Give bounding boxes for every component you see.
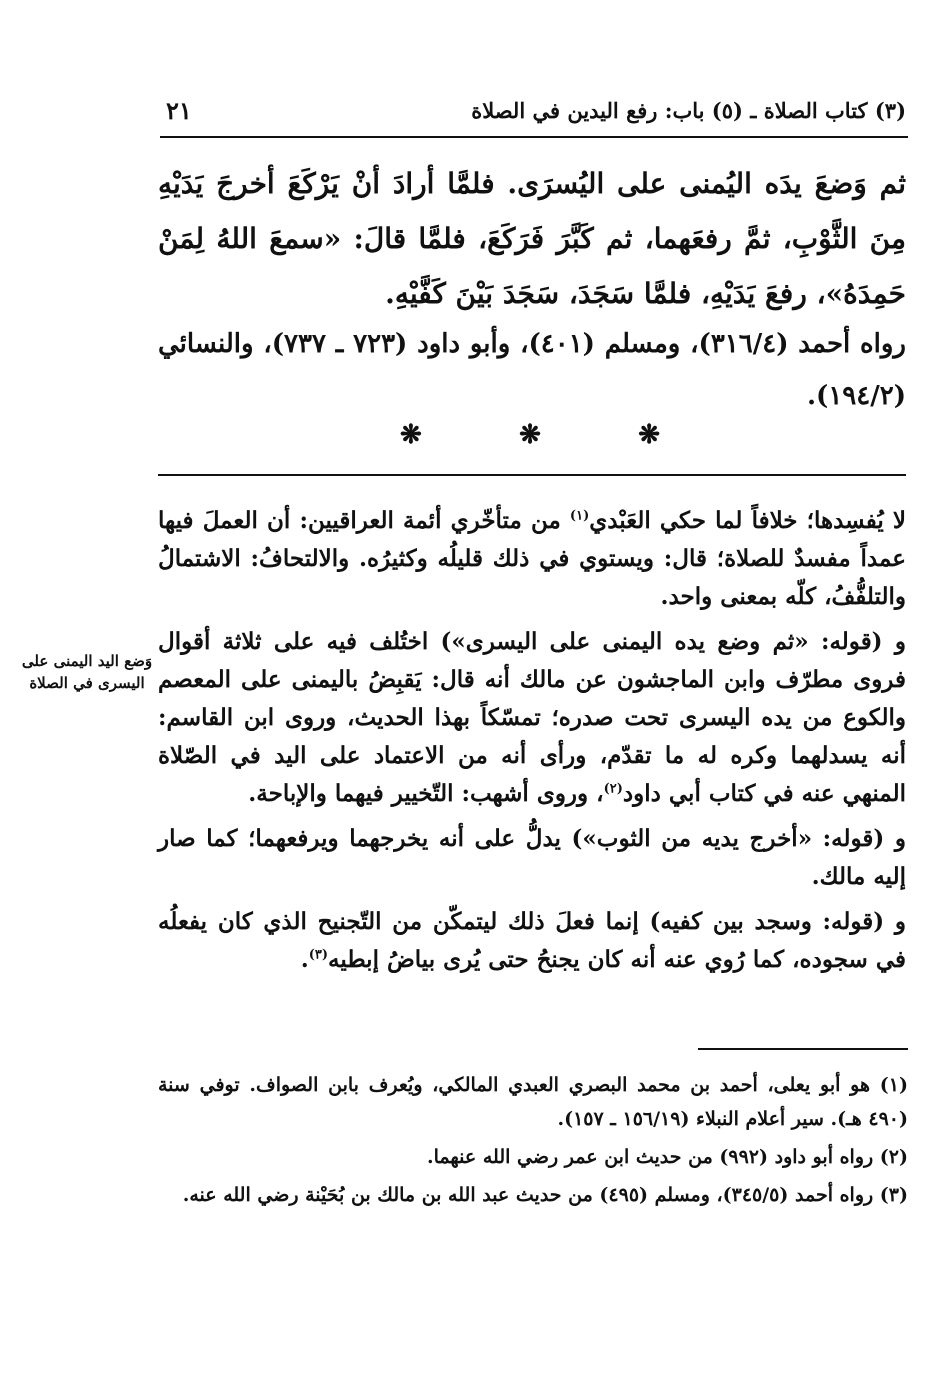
commentary-text: و (قوله: وسجد بين كفيه) إنما فعلَ ذلك ليتمكّن من التّجنيح الذي كان يفعلُه في سجوده، كما رُوي عنه أنه كان يجنحُ حتى يُرى بياضُ إبطيه <box>158 908 906 973</box>
commentary-text: و (قوله: «أخرج يديه من الثوب») يدلُّ على أنه يخرجهما ويرفعهما؛ كما صار إليه مالك. <box>158 825 906 890</box>
commentary-text: ، وروى أشهب: التّخيير فيهما والإباحة. <box>248 780 604 807</box>
commentary-text: . <box>300 946 309 973</box>
commentary <box>158 502 906 986</box>
running-header <box>160 96 908 138</box>
hadith-source: رواه أحمد (٣١٦/٤)، ومسلم (٤٠١)، وأبو داود (٧٢٣ ـ ٧٣٧)، والنسائي (١٩٤/٢). <box>158 329 906 411</box>
commentary-text: و (قوله: «ثم وضع يده اليمنى على اليسرى») اختُلف فيه على ثلاثة أقوال فروى مطرّف وابن الماجشون عن مالك أنه قال: يَقبِضُ باليمنى على المعصم والكوع من يده اليسرى تحت صدره؛ تمسّكاً بهذا الحديث، وروى ابن القاسم: أنه يسدلهما وكره له ما تقدّم، ورأى أنه من الاعتماد على اليد في الصّلاة المنهي عنه في كتاب أبي داود <box>158 628 906 807</box>
footnote-ref[interactable]: (١) <box>569 508 590 524</box>
star-ornament-icon: ❋ <box>638 420 660 450</box>
footnote: (٢) رواه أبو داود (٩٩٢) من حديث ابن عمر رضي الله عنهما. <box>427 1146 908 1168</box>
main-divider <box>158 474 906 476</box>
page-number: ٢١ <box>166 96 192 125</box>
footnote-divider <box>698 1048 908 1050</box>
commentary-paragraph <box>158 623 906 813</box>
commentary-paragraph <box>158 820 906 896</box>
star-ornament-icon: ❋ <box>400 420 422 450</box>
hadith-text: ثم وَضعَ يدَه اليُمنى على اليُسرَى. فلمَّا أرادَ أنْ يَرْكَعَ أخرجَ يَدَيْهِ مِنَ الثَّوْبِ، ثمَّ رفعَهما، ثم كَبَّرَ فَرَكَعَ، فلمَّا قالَ: «سمعَ اللهُ لِمَنْ حَمِدَهُ»، رفعَ يَدَيْهِ، فلمَّا سَجَدَ، سَجَدَ بَيْنَ كَفَّيْهِ. <box>158 167 906 310</box>
footnote: (٣) رواه أحمد (٣٤٥/٥)، ومسلم (٤٩٥) من حديث عبد الله بن مالك بن بُحَيْنة رضي الله عنه. <box>182 1184 908 1206</box>
commentary-text: من متأخّري أئمة العراقيين: أن العملَ فيها عمداً مفسدٌ للصلاة؛ قال: ويستوي في ذلك قليلُه وكثيرُه. والالتحافُ: الاشتمالُ والتلفُّفُ، كلّه بمعنى واحد. <box>158 507 906 610</box>
commentary-text: لا يُفسِدها؛ خلافاً لما حكي العَبْدي <box>589 507 906 534</box>
commentary-paragraph <box>158 502 906 616</box>
footnote-ref[interactable]: (٢) <box>603 781 623 797</box>
chapter-title: (٣) كتاب الصلاة ـ (٥) باب: رفع اليدين في الصلاة <box>471 98 906 123</box>
footnote-ref[interactable]: (٣) <box>308 947 329 963</box>
section-separator <box>400 420 660 460</box>
star-ornament-icon: ❋ <box>519 420 541 450</box>
margin-note: وَضع اليد اليمنى على اليسرى في الصلاة <box>21 652 153 692</box>
footnote: (١) هو أبو يعلى، أحمد بن محمد البصري العبدي المالكي، ويُعرف بابن الصواف. توفي سنة (٤٩٠ هـ). سير أعلام النبلاء (١٥٦/١٩ ـ ١٥٧). <box>158 1074 908 1130</box>
footnotes <box>158 1068 908 1216</box>
commentary-paragraph <box>158 903 906 979</box>
